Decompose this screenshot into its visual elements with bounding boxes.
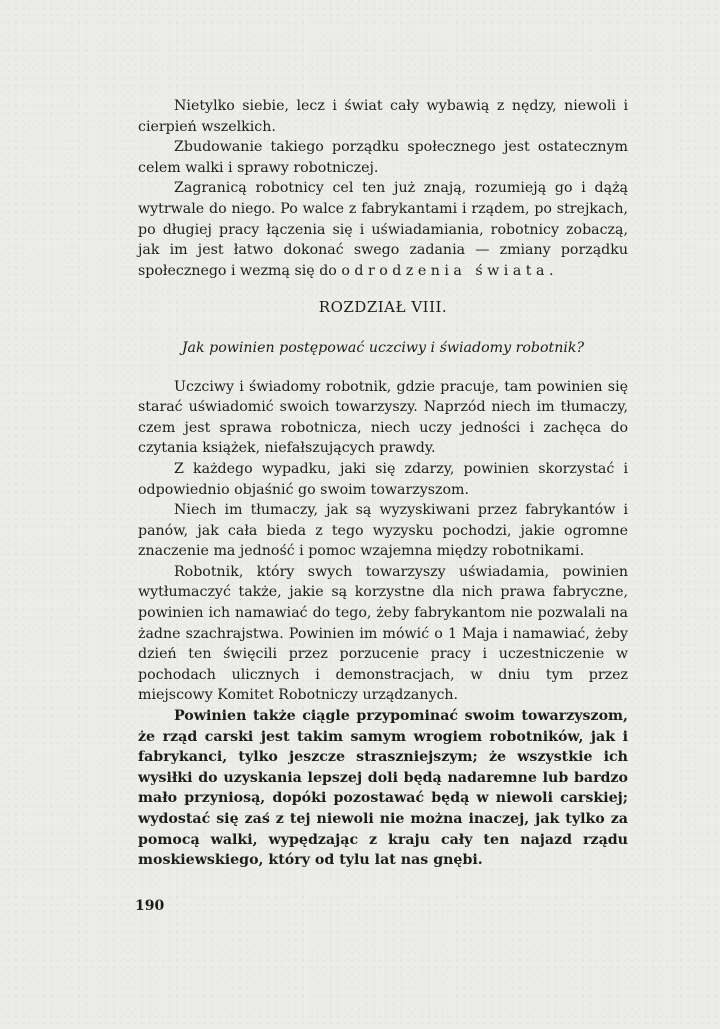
paragraph-last: Powinien także ciągle przypominać swoim towarzyszom, że rząd carski jest takim samym wrogiem robotników, jak i fabrykanci, tylko jeszcze straszniejszym; że wszystkie ich wysiłki do uzyskania lepszej doli będą nadaremne lub bardzo mało przyniosą, dopóki pozostawać będą w niewoli carskiej; wydostać się zaś z tej niewoli nie można inaczej, jak tylko za pomocą walki, wypędzając z kraju cały ten najazd rządu moskiewskiego, który od tylu lat nas gnębi. xyxy=(138,708,628,869)
paragraph: Z każdego wypadku, jaki się zdarzy, powinien skorzystać i odpowiednio objaśnić go swoim towarzyszom. xyxy=(138,460,628,498)
body-text xyxy=(138,96,628,871)
spaced-phrase: odrodzenia świata. xyxy=(341,262,558,279)
paragraph: Robotnik, który swych towarzyszy uświadamia, powinien wytłumaczyć także, jakie są korzystne dla nich prawa fabryczne, powinien ich namawiać do tego, żeby fabrykantom nie pozwalali na żadne szachrajstwa. Powinien im mówić o 1 Maja i namawiać, żeby dzień ten święcili przez porzucenie pracy i uczestniczenie w pochodach ulicznych i demonstracjach, w dniu tym przez miejscowy Komitet Robotniczy urządzanych. xyxy=(138,563,628,704)
paragraph: Zbudowanie takiego porządku społecznego jest ostatecznym celem walki i sprawy robotniczej. xyxy=(138,139,628,176)
paragraph: Nietylko siebie, lecz i świat cały wybawią z nędzy, niewoli i cierpień wszelkich. xyxy=(138,98,628,135)
paragraph-text: Zagranicą robotnicy cel ten już znają, rozumieją go i dążą wytrwale do niego. Po walce z fabrykantami i rządem, po strejkach, po długiej pracy łączenia się i uświadamiania, robotnicy zobaczą, jak im jest łatwo dokonać swego zadania — zmiany porządku społecznego i wezmą się do xyxy=(138,180,628,279)
paragraph xyxy=(138,178,628,281)
chapter-title: ROZDZIAŁ VIII. xyxy=(318,298,448,317)
chapter-subtitle: Jak powinien postępować uczciwy i świadomy robotnik? xyxy=(181,339,585,356)
page-number: 190 xyxy=(135,898,165,914)
paragraph: Uczciwy i świadomy robotnik, gdzie pracuje, tam powinien się starać uświadomić swoich towarzyszy. Naprzód niech im tłumaczy, czem jest sprawa robotnicza, niech uczy jedności i zachęca do czytania książek, niefałszujących prawdy. xyxy=(138,378,628,457)
paragraph: Niech im tłumaczy, jak są wyzyskiwani przez fabrykantów i panów, jak cała bieda z tego wyzysku pochodzi, jakie ogromne znaczenie ma jedność i pomoc wzajemna między robotnikami. xyxy=(138,502,628,560)
